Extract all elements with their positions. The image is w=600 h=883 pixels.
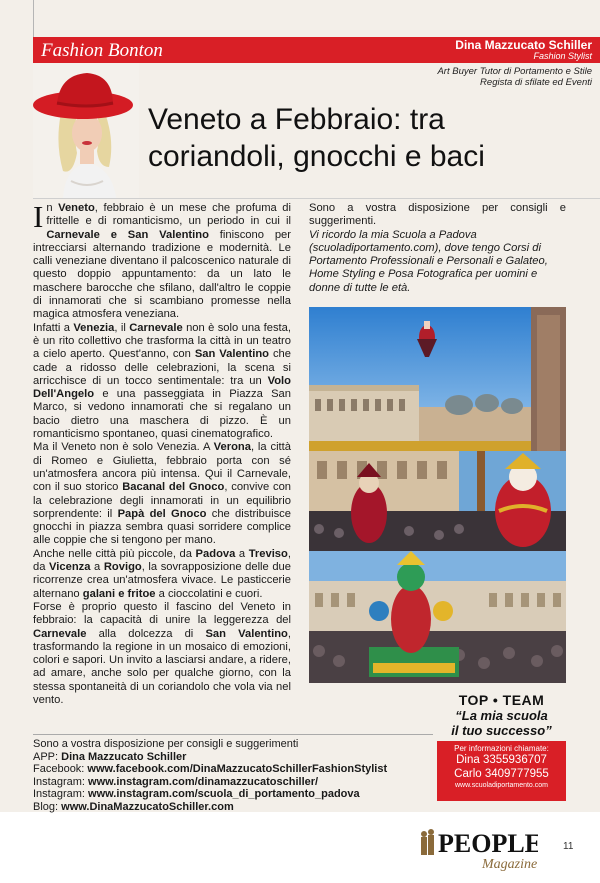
paragraph: Anche nelle città più piccole, da Padova a Treviso, da Vicenza a Rovigo, la sovrapposizione delle due ricorrenze crea un'atmosfera vivace. Le pasticcerie alternano galani e fritoe a cioccolatini e cuori. (33, 547, 291, 600)
credential-line: Art Buyer Tutor di Portamento e Stile (437, 66, 592, 77)
paragraph: Ma il Veneto non è solo Venezia. A Verona, la città di Romeo e Giulietta, febbraio porta con sé un'atmosfera ancora più intensa. Qui il Carnevale, con il suo storico Bacanal del Gnoco, convive con la celebrazione degli innamorati in un equilibrio sorprendente: il Papà del Gnoco che distribuisce gnocchi in piazza sembra quasi sorridere complice alle coppie che si tengono per mano. (33, 441, 292, 547)
author-portrait (33, 63, 139, 198)
portrait-illustration (33, 63, 139, 198)
advert-info: Per informazioni chiamate: (454, 744, 549, 753)
divider (33, 198, 600, 199)
contact-intro: Sono a vostra disposizione per consigli e suggerimenti (33, 738, 299, 750)
blog-link[interactable]: www.DinaMazzucatoSchiller.com (61, 800, 234, 813)
article-column-right (309, 202, 566, 295)
advert-phone: Carlo 3409777955 (454, 768, 549, 780)
advert-website[interactable]: www.scuoladiportamento.com (455, 782, 548, 789)
page-number: 11 (563, 841, 574, 852)
author-credentials (437, 66, 592, 88)
article-title (148, 101, 485, 175)
school-note: Vi ricordo la mia Scuola a Padova (scuoladiportamento.com), dove tengo Corsi di Portamento Professionali e Personali e Galateo, Home Styling e Posa Fotografica per uomini e donne di tutte le età. (309, 228, 548, 294)
author-role: Fashion Stylist (533, 51, 592, 61)
contact-instagram: Instagram: www.instagram.com/dinamazzucatoschiller/ (33, 775, 319, 788)
paragraph: Sono a vostra disposizione per consigli e suggerimenti. (309, 202, 566, 228)
contact-instagram: Instagram: www.instagram.com/scuola_di_portamento_padova (33, 788, 360, 801)
title-line: Veneto a Febbraio: tra (148, 103, 445, 136)
section-title: Fashion Bonton (41, 40, 163, 61)
paragraph: Infatti a Venezia, il Carnevale non è solo una festa, è un rito collettivo che trasforma la città in un teatro a cielo aperto. Quest'anno, con San Valentino che cade a ridosso delle celebrazioni, la scena si arricchisce di un tocco sentimentale: tra un Volo Dell'Angelo e una passeggiata in Piazza San Marco, si vedono innamorati che si regalano un bacio dietro una maschera di pizzo. È un romanticismo spontaneo, quasi cinematografico. (33, 321, 291, 441)
paragraph: Forse è proprio questo il fascino del Veneto in febbraio: la capacità di unire la leggerezza del Carnevale alla dolcezza di San Valentino, trasformando la regione in un mosaico di emozioni, colori e sapori. Un invito a lasciarsi andare, a ridere, ad amare, anche solo per qualche giorno, con la stessa spontaneità di un coriandolo che vola via nel vento. (33, 600, 291, 706)
contact-app: APP: Dina Mazzucato Schiller (33, 750, 187, 763)
paragraph: In Veneto, febbraio è un mese che profuma di frittelle e di romanticismo, un periodo in cui il Carnevale e San Valentino finiscono per intrecciarsi alternando tradizione e modernità. Le calli veneziane diventano il palcoscenico naturale di questo doppio appuntamento: da un lato le maschere barocche che sfilano, dall'altro le coppie di innamorati che si scambiano promesse nella magica atmosfera veneziana. (33, 199, 291, 321)
photo-venice-angel-flight (309, 307, 566, 451)
svg-text:PEOPLE: PEOPLE (438, 829, 538, 858)
photo-carnival-float (309, 551, 566, 683)
contact-facebook: Facebook: www.facebook.com/DinaMazzucatoSchillerFashionStylist (33, 763, 388, 776)
drop-cap: I (33, 199, 44, 234)
advert-contact-box (437, 741, 566, 801)
margin-line (33, 0, 34, 37)
people-magazine-logo (416, 826, 538, 874)
school-advert (437, 688, 566, 801)
contact-block (33, 734, 433, 814)
contact-blog: Blog: www.DinaMazzucatoSchiller.com (33, 800, 234, 813)
credential-line: Regista di sfilate ed Eventi (480, 77, 592, 88)
advert-slogan: “La mia scuola il tuo successo” (451, 708, 552, 738)
advert-phone: Dina 3355936707 (456, 754, 547, 766)
photo-carnival-masks (309, 451, 566, 551)
svg-text:Magazine: Magazine (482, 857, 538, 872)
instagram-link[interactable]: www.instagram.com/dinamazzucatoschiller/ (88, 775, 319, 788)
article-column-left (33, 199, 292, 707)
header-bar (33, 37, 600, 63)
facebook-link[interactable]: www.facebook.com/DinaMazzucatoSchillerFashionStylist (87, 763, 388, 776)
title-line: coriandoli, gnocchi e baci (148, 140, 485, 173)
instagram-link[interactable]: www.instagram.com/scuola_di_portamento_padova (88, 788, 360, 801)
author-name: Dina Mazzucato Schiller (455, 38, 592, 52)
advert-brand: TOP • TEAM (458, 692, 545, 708)
